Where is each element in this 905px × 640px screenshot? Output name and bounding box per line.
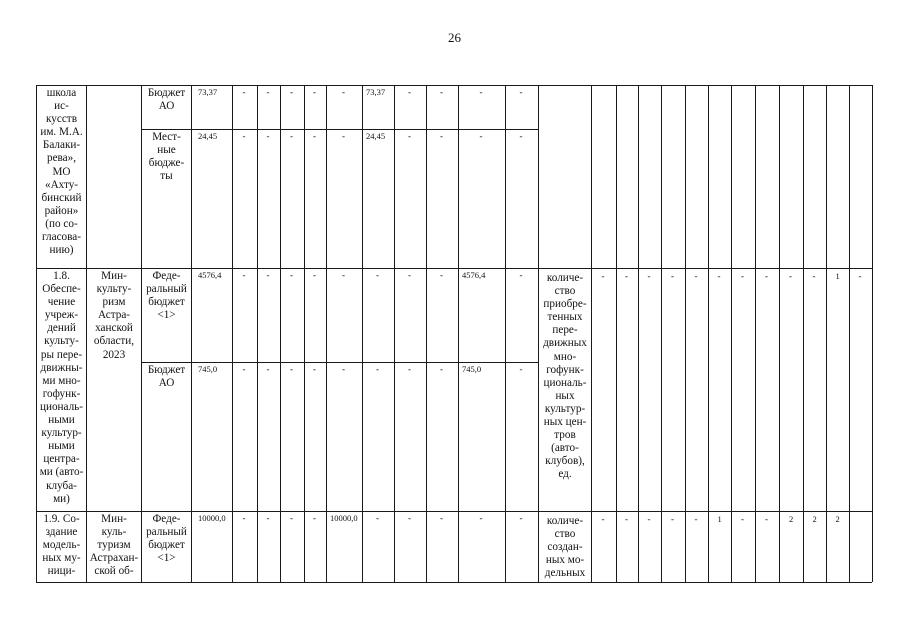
- empty-value: -: [765, 271, 768, 281]
- value-column-line: [362, 85, 363, 582]
- empty-value: -: [694, 271, 698, 281]
- indicator-column-line: [803, 85, 804, 582]
- executor-cell: Мин- куль- туризм Астрахан- ской об-: [89, 513, 139, 578]
- indicator-column-line: [685, 85, 686, 582]
- indicator-column-line: [779, 85, 780, 582]
- value-column-line: [505, 85, 506, 582]
- empty-value: -: [440, 270, 443, 280]
- funding-source: Бюджет АО: [147, 364, 186, 390]
- empty-value: -: [519, 513, 523, 523]
- empty-value: -: [242, 513, 246, 523]
- funding-value: 10000,0: [330, 513, 358, 523]
- row-separator: [36, 511, 872, 512]
- value-column-line: [191, 85, 192, 582]
- value-column-line: [426, 85, 427, 582]
- empty-value: -: [266, 364, 270, 374]
- funding-subrow-line: [141, 362, 538, 363]
- empty-value: -: [765, 514, 768, 524]
- indicator-value: 1: [717, 514, 722, 524]
- funding-total: 4576,4: [198, 270, 222, 280]
- empty-value: -: [266, 513, 270, 523]
- empty-value: -: [313, 364, 316, 374]
- item-cell: 1.9. Со- здание модель- ных му- ници-: [42, 513, 81, 578]
- empty-value: -: [242, 87, 246, 97]
- row-separator: [36, 268, 872, 269]
- funding-source: Бюджет АО: [147, 87, 186, 113]
- empty-value: -: [519, 131, 523, 141]
- empty-value: -: [342, 270, 345, 280]
- indicator-value: 1: [835, 271, 840, 281]
- empty-value: -: [717, 271, 721, 281]
- funding-source: Мест- ные бюдже- ты: [148, 131, 185, 183]
- item-cell: школа ис- кусств им. М.А. Балаки- рева», МО «Ахту- бинский район» (по со- гласова- нию): [40, 87, 83, 257]
- value-column-line: [394, 85, 395, 582]
- value-column-line: [304, 85, 305, 582]
- empty-value: -: [440, 131, 443, 141]
- empty-value: -: [694, 514, 698, 524]
- indicator-value: 2: [835, 514, 840, 524]
- empty-value: -: [290, 270, 293, 280]
- empty-value: -: [741, 514, 744, 524]
- funding-source: Феде- ральный бюджет <1>: [146, 270, 187, 322]
- empty-value: -: [242, 270, 246, 280]
- empty-value: -: [376, 513, 379, 523]
- empty-value: -: [601, 514, 605, 524]
- empty-value: -: [313, 131, 316, 141]
- empty-value: -: [858, 271, 862, 281]
- indicator-value: 2: [812, 514, 817, 524]
- funding-value: 745,0: [462, 364, 482, 374]
- funding-total: 745,0: [198, 364, 218, 374]
- funding-total: 10000,0: [198, 513, 226, 523]
- empty-value: -: [342, 87, 345, 97]
- empty-value: -: [342, 364, 345, 374]
- empty-value: -: [266, 270, 270, 280]
- value-column-line: [257, 85, 258, 582]
- page-number: 26: [448, 30, 461, 45]
- funding-subrow-line: [141, 129, 538, 130]
- indicator-column-line: [591, 85, 592, 582]
- empty-value: -: [741, 271, 744, 281]
- empty-value: -: [242, 131, 246, 141]
- funding-total: 73,37: [198, 87, 218, 97]
- empty-value: -: [376, 364, 379, 374]
- empty-value: -: [440, 513, 443, 523]
- funding-source: Феде- ральный бюджет <1>: [146, 513, 187, 565]
- empty-value: -: [408, 131, 411, 141]
- funding-value: 24,45: [366, 131, 386, 141]
- value-column-line: [232, 85, 233, 582]
- empty-value: -: [479, 131, 483, 141]
- executor-cell: Мин- культу- ризм Астра- ханской области, 2023: [93, 270, 135, 361]
- empty-value: -: [625, 514, 628, 524]
- funding-total: 24,45: [198, 131, 218, 141]
- empty-value: -: [408, 270, 411, 280]
- empty-value: -: [408, 364, 411, 374]
- empty-value: -: [789, 271, 792, 281]
- empty-value: -: [671, 514, 674, 524]
- empty-value: -: [519, 270, 523, 280]
- empty-value: -: [812, 271, 816, 281]
- empty-value: -: [290, 513, 293, 523]
- item-cell: 1.8. Обеспе- чение учреж- дений культу- ры пере- движны- ми мно- гофунк- циональ- ными культур- ными центра- ми (авто- клуба- ми): [39, 270, 84, 505]
- row-separator: [36, 582, 872, 583]
- indicator-column-line: [638, 85, 639, 582]
- funding-value: 73,37: [366, 87, 386, 97]
- empty-value: -: [313, 513, 316, 523]
- value-column-line: [458, 85, 459, 582]
- empty-value: -: [408, 513, 411, 523]
- indicator-column-line: [661, 85, 662, 582]
- empty-value: -: [601, 271, 605, 281]
- indicator-column-line: [755, 85, 756, 582]
- empty-value: -: [290, 364, 293, 374]
- indicator-column-line: [849, 85, 850, 582]
- empty-value: -: [647, 514, 651, 524]
- value-column-line: [280, 85, 281, 582]
- indicator-cell: количе- ство создан- ных мо- дельных: [544, 515, 586, 580]
- empty-value: -: [242, 364, 246, 374]
- empty-value: -: [519, 87, 523, 97]
- indicator-column-line: [731, 85, 732, 582]
- indicator-column-line: [708, 85, 709, 582]
- empty-value: -: [376, 270, 379, 280]
- empty-value: -: [408, 87, 411, 97]
- funding-value: 4576,4: [462, 270, 486, 280]
- indicator-cell: количе- ство приобре- тенных пере- движных мно- гофунк- циональ- ных культур- ных цен- тров (авто- клубов), ед.: [543, 272, 587, 481]
- empty-value: -: [479, 513, 483, 523]
- empty-value: -: [519, 364, 523, 374]
- indicator-value: 2: [789, 514, 794, 524]
- indicator-column-line: [826, 85, 827, 582]
- empty-value: -: [440, 87, 443, 97]
- empty-value: -: [479, 87, 483, 97]
- empty-value: -: [313, 87, 316, 97]
- empty-value: -: [342, 131, 345, 141]
- empty-value: -: [647, 271, 651, 281]
- table-right-border: [872, 85, 873, 582]
- empty-value: -: [313, 270, 316, 280]
- empty-value: -: [266, 131, 270, 141]
- indicator-column-line: [616, 85, 617, 582]
- empty-value: -: [671, 271, 674, 281]
- empty-value: -: [290, 131, 293, 141]
- empty-value: -: [440, 364, 443, 374]
- empty-value: -: [290, 87, 293, 97]
- table-top-border: [36, 85, 872, 86]
- value-column-line: [326, 85, 327, 582]
- empty-value: -: [266, 87, 270, 97]
- empty-value: -: [625, 271, 628, 281]
